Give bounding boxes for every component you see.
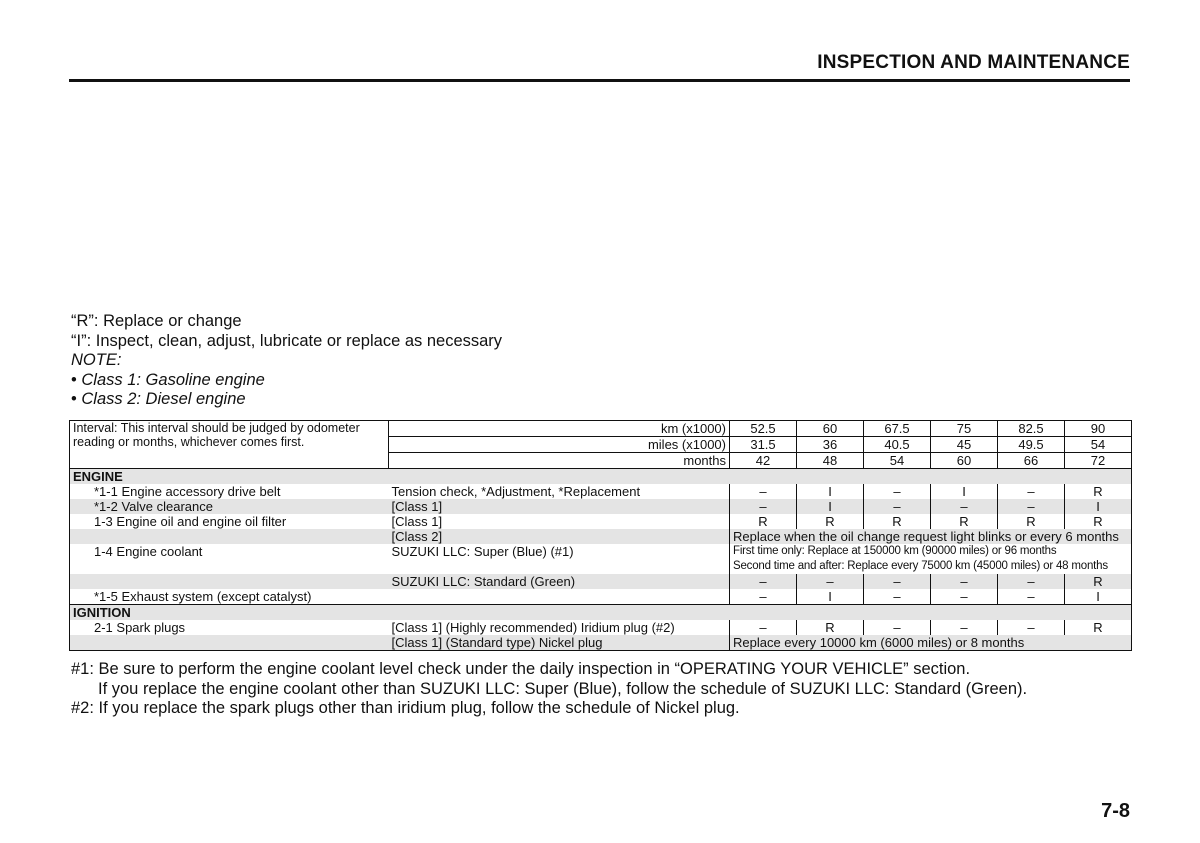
header-row-km <box>70 421 1132 437</box>
item-name: *1-2 Valve clearance <box>70 499 389 514</box>
schedule-cell: – <box>998 499 1065 514</box>
schedule-cell: – <box>998 589 1065 605</box>
interval-value: 60 <box>797 421 864 437</box>
interval-value: 49.5 <box>998 437 1065 453</box>
item-name <box>70 635 389 651</box>
item-name <box>70 529 389 544</box>
item-desc: [Class 1] (Standard type) Nickel plug <box>389 635 730 651</box>
item-name: 1-3 Engine oil and engine oil filter <box>94 514 287 529</box>
schedule-cell: R <box>998 514 1065 529</box>
footnote-1: #1: Be sure to perform the engine coolant level check under the daily inspection in “OPERATING YOUR VEHICLE” section. <box>71 660 971 678</box>
schedule-cell: R <box>797 514 864 529</box>
schedule-cell: – <box>864 484 931 499</box>
schedule-cell: R <box>1065 574 1132 589</box>
maintenance-schedule-table <box>69 420 1132 651</box>
item-name: 1-4 Engine coolant <box>94 544 203 559</box>
item-name: *1-1 Engine accessory drive belt <box>94 484 281 499</box>
interval-value: 72 <box>1065 453 1132 469</box>
item-name <box>70 574 389 589</box>
item-desc: Tension check, *Adjustment, *Replacement <box>391 484 641 499</box>
footnote-1-continued: If you replace the engine coolant other than SUZUKI LLC: Super (Blue), follow the schedule of SUZUKI LLC: Standard (Green). <box>98 679 1028 698</box>
schedule-cell: – <box>730 484 797 499</box>
schedule-cell: – <box>730 620 797 635</box>
item-desc: SUZUKI LLC: Standard (Green) <box>389 574 730 589</box>
schedule-cell: I <box>931 484 998 499</box>
section-label: ENGINE <box>70 469 1132 485</box>
schedule-cell: – <box>998 574 1065 589</box>
table-row <box>70 499 1132 514</box>
schedule-cell: – <box>931 574 998 589</box>
section-label: IGNITION <box>70 605 1132 621</box>
schedule-cell: – <box>730 499 797 514</box>
item-desc <box>389 589 730 605</box>
table-row <box>70 514 1132 529</box>
schedule-cell: R <box>730 514 797 529</box>
interval-value: 48 <box>797 453 864 469</box>
footnote-2: #2: If you replace the spark plugs other than iridium plug, follow the schedule of Nickel plug. <box>71 699 740 717</box>
item-name: 2-1 Spark plugs <box>94 620 186 635</box>
footnotes <box>71 660 1027 719</box>
interval-value: 66 <box>998 453 1065 469</box>
schedule-cell: – <box>730 589 797 605</box>
schedule-cell: – <box>864 574 931 589</box>
table-row <box>70 559 1132 574</box>
schedule-note: Replace when the oil change request light blinks or every 6 months <box>730 529 1132 544</box>
note-item: • Class 2: Diesel engine <box>71 390 502 410</box>
table-row <box>70 589 1132 605</box>
schedule-cell: I <box>1065 589 1132 605</box>
page-title: INSPECTION AND MAINTENANCE <box>817 52 1130 73</box>
interval-value: 75 <box>931 421 998 437</box>
schedule-cell: – <box>797 574 864 589</box>
schedule-note: Replace every 10000 km (6000 miles) or 8 months <box>730 635 1132 651</box>
page-number: 7-8 <box>1101 800 1130 822</box>
interval-value: 52.5 <box>730 421 797 437</box>
interval-value: 60 <box>931 453 998 469</box>
schedule-cell: – <box>998 620 1065 635</box>
legend <box>71 312 502 410</box>
schedule-cell: – <box>730 574 797 589</box>
item-desc: [Class 1] <box>389 499 730 514</box>
schedule-cell: – <box>931 589 998 605</box>
item-desc: [Class 1] <box>391 514 443 529</box>
table-row <box>70 544 1132 559</box>
interval-value: 36 <box>797 437 864 453</box>
note-label: NOTE: <box>71 351 122 369</box>
section-ignition <box>70 605 1132 621</box>
unit-label-months: months <box>389 453 730 469</box>
interval-description: Interval: This interval should be judged by odometer reading or months, whichever comes first. <box>70 421 389 469</box>
interval-value: 67.5 <box>864 421 931 437</box>
table-row <box>70 484 1132 499</box>
schedule-cell: R <box>797 620 864 635</box>
schedule-cell: R <box>1065 484 1132 499</box>
interval-value: 31.5 <box>730 437 797 453</box>
schedule-cell: I <box>797 484 864 499</box>
schedule-note: First time only: Replace at 150000 km (90000 miles) or 96 months <box>730 544 1132 559</box>
unit-label-miles: miles (x1000) <box>389 437 730 453</box>
schedule-cell: – <box>931 620 998 635</box>
schedule-note: Second time and after: Replace every 75000 km (45000 miles) or 48 months <box>730 559 1132 574</box>
schedule-cell: – <box>864 589 931 605</box>
interval-value: 42 <box>730 453 797 469</box>
item-name: *1-5 Exhaust system (except catalyst) <box>94 589 312 604</box>
interval-value: 45 <box>931 437 998 453</box>
item-desc: [Class 1] (Highly recommended) Iridium plug (#2) <box>391 620 675 635</box>
schedule-cell: – <box>864 620 931 635</box>
schedule-cell: I <box>797 499 864 514</box>
table-row <box>70 574 1132 589</box>
interval-value: 82.5 <box>998 421 1065 437</box>
table-row <box>70 529 1132 544</box>
table-row <box>70 620 1132 635</box>
legend-r: “R”: Replace or change <box>71 312 242 330</box>
interval-value: 54 <box>1065 437 1132 453</box>
item-desc: SUZUKI LLC: Super (Blue) (#1) <box>391 544 574 559</box>
note-item: • Class 1: Gasoline engine <box>71 371 502 391</box>
schedule-cell: R <box>931 514 998 529</box>
interval-value: 90 <box>1065 421 1132 437</box>
schedule-cell: – <box>931 499 998 514</box>
note-list <box>71 371 502 410</box>
schedule-cell: – <box>998 484 1065 499</box>
unit-label-km: km (x1000) <box>389 421 730 437</box>
schedule-cell: I <box>1065 499 1132 514</box>
item-desc: [Class 2] <box>389 529 730 544</box>
schedule-cell: I <box>797 589 864 605</box>
schedule-cell: R <box>1065 514 1132 529</box>
schedule-cell: – <box>864 499 931 514</box>
schedule-cell: R <box>1065 620 1132 635</box>
header-rule <box>69 79 1130 82</box>
section-engine <box>70 469 1132 485</box>
schedule-cell: R <box>864 514 931 529</box>
legend-i: “I”: Inspect, clean, adjust, lubricate or replace as necessary <box>71 331 503 350</box>
interval-value: 54 <box>864 453 931 469</box>
interval-value: 40.5 <box>864 437 931 453</box>
table-row <box>70 635 1132 651</box>
